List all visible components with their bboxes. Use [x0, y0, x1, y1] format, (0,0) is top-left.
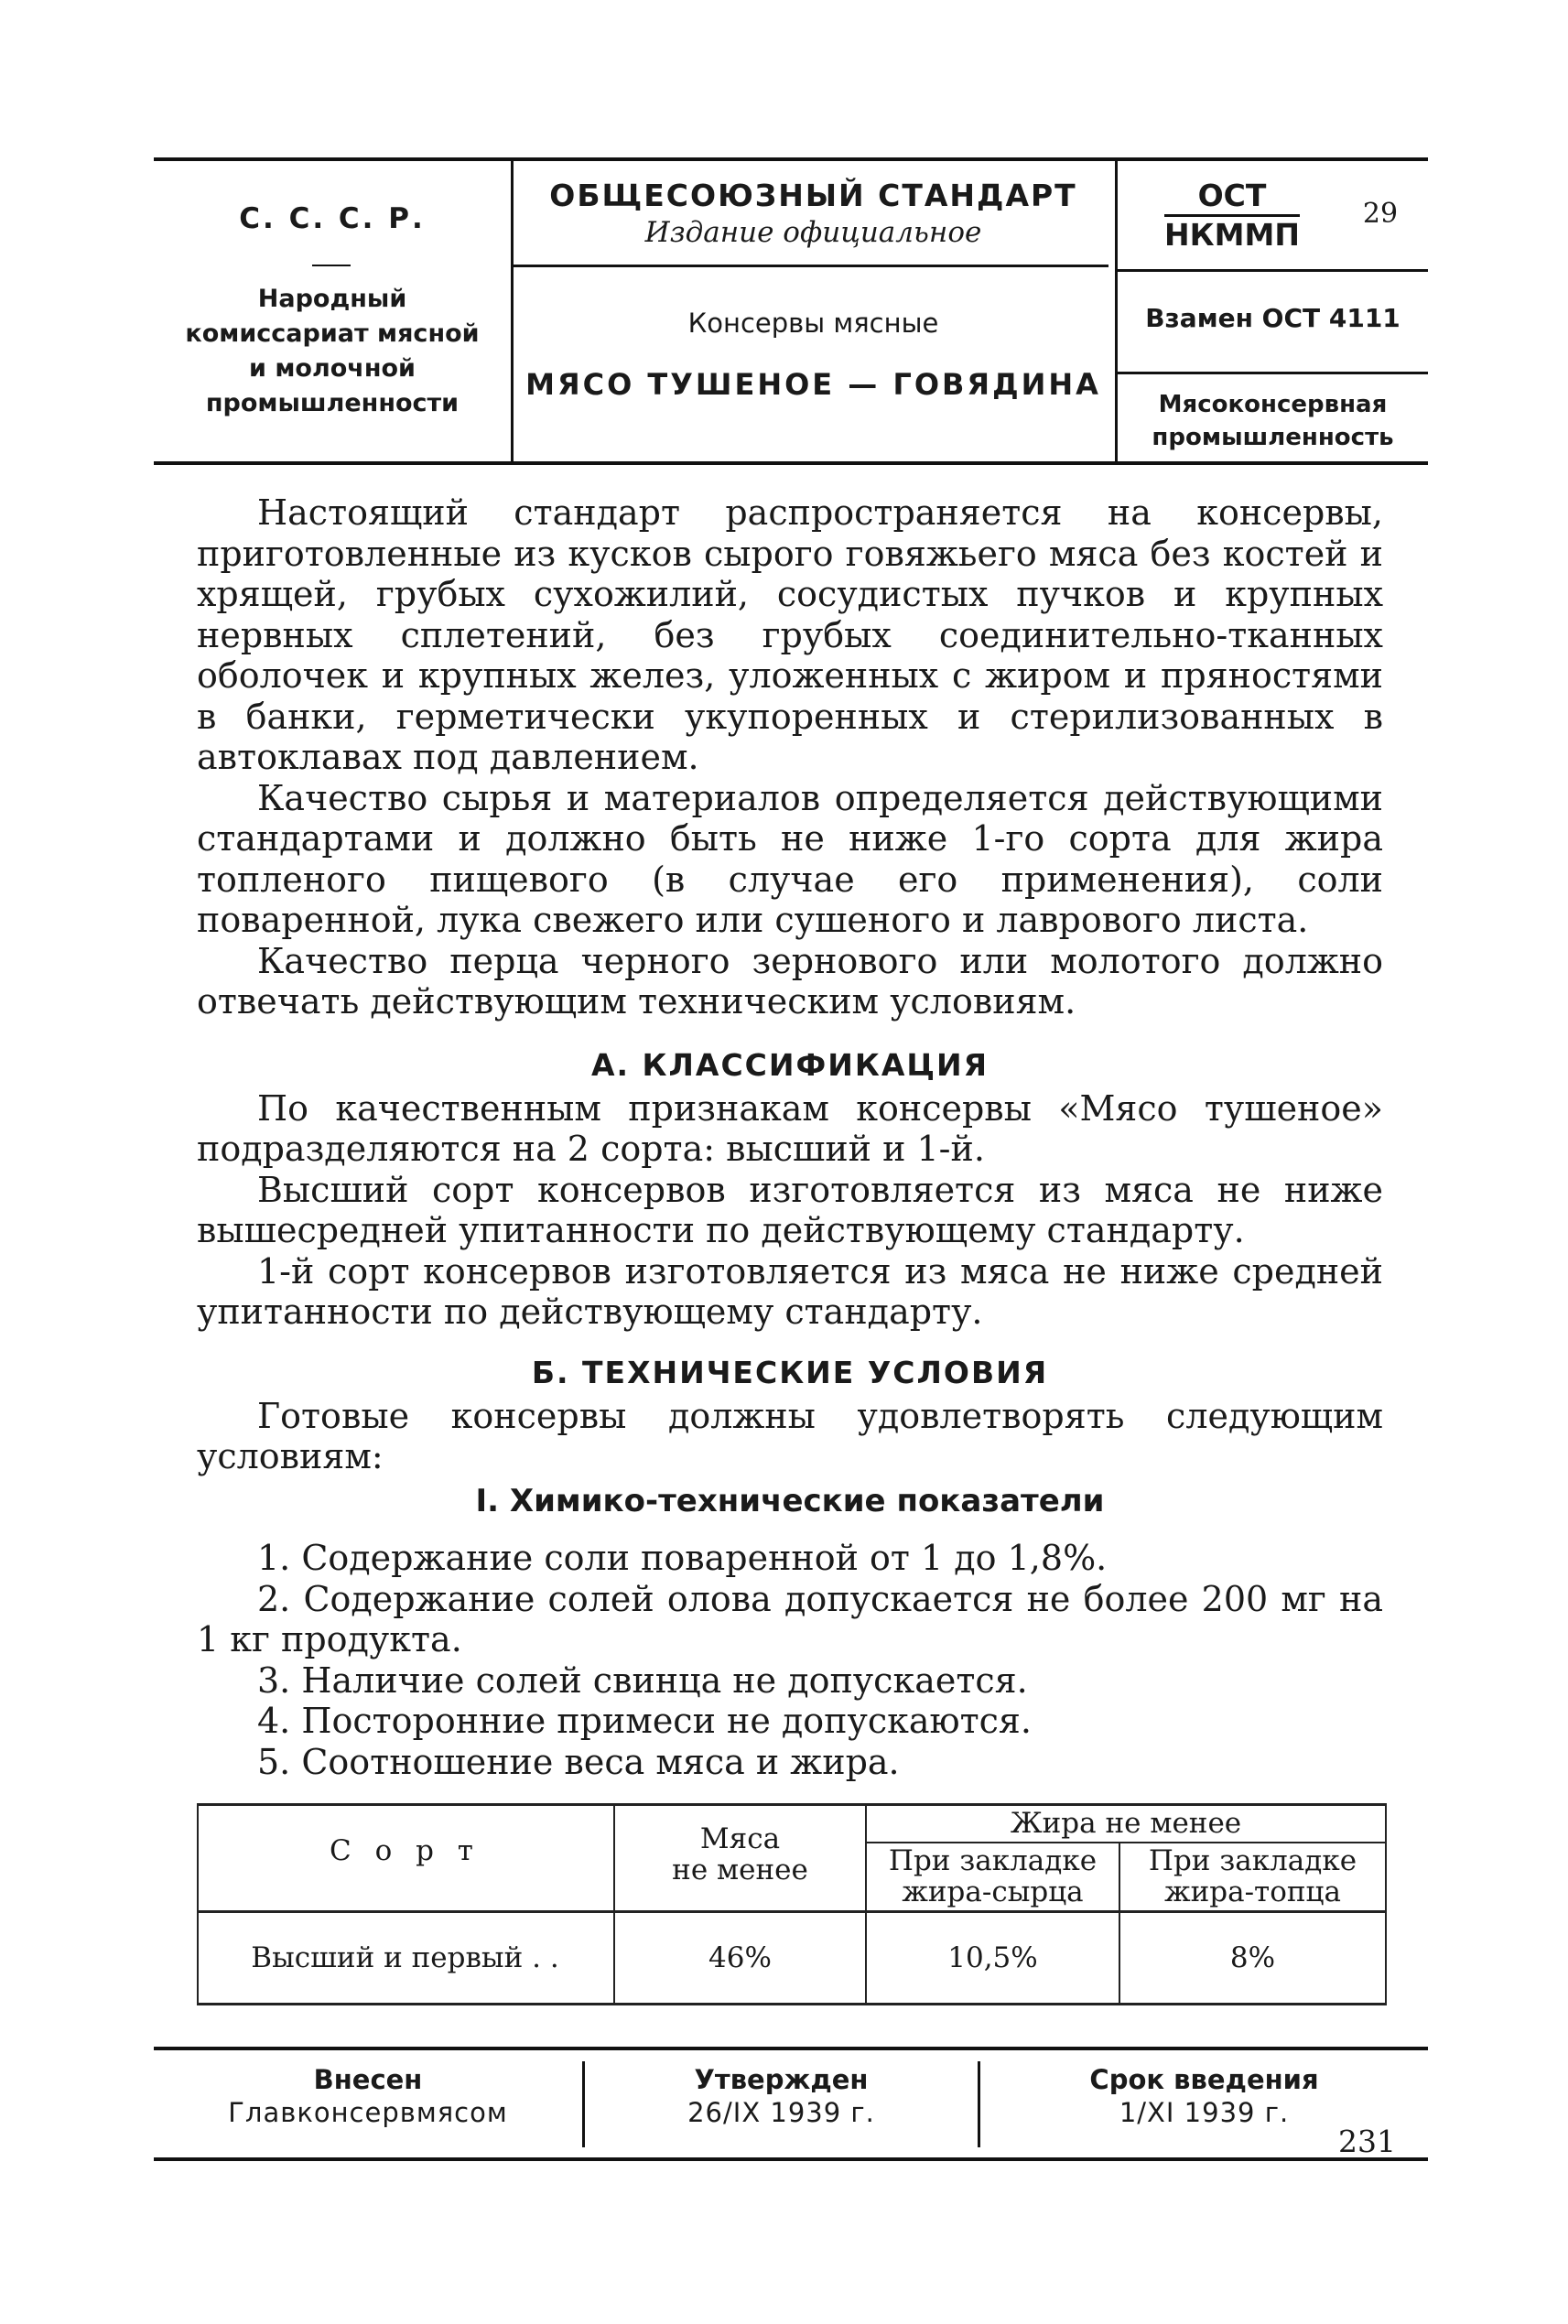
product-name: МЯСО ТУШЕНОЕ — ГОВЯДИНА: [525, 367, 1101, 402]
column-header-fat-rendered: При закладке жира-топца: [1148, 1844, 1357, 1908]
column-header-fat: Жира не менее: [1010, 1807, 1242, 1840]
list-item: 3. Наличие солей свинца не допускается.: [257, 1659, 1028, 1701]
approval-date: Утвержден 26/IX 1939 г.: [687, 2064, 875, 2128]
standard-code: $\frac{\text{ОСТ}}{\text{НКММП}}$: [1164, 178, 1300, 253]
section-b-title: Б. ТЕХНИЧЕСКИЕ УСЛОВИЯ: [531, 1355, 1049, 1390]
replaces-note: Взамен ОСТ 4111: [1145, 303, 1400, 333]
column-header-fat-raw: При закладке жира-сырца: [888, 1844, 1098, 1908]
table-cell-meat: 46%: [708, 1941, 772, 1974]
edition-note: Издание официальное: [644, 216, 982, 249]
table-cell-fat-rendered: 8%: [1229, 1941, 1276, 1974]
section-b: [197, 1353, 1383, 1782]
column-header-meat: Мяса не менее: [672, 1822, 808, 1886]
table-cell-sort: Высший и первый . .: [251, 1941, 559, 1974]
list-item: 5. Соотношение веса мяса и жира.: [257, 1741, 900, 1782]
section-b-intro: Готовые консервы должны удовлетворять следующим условиям:: [197, 1395, 1383, 1476]
list-item: 1. Содержание соли поваренной от 1 до 1,8%.: [257, 1538, 1108, 1578]
effective-date: Срок введения 1/XI 1939 г.: [1089, 2064, 1319, 2128]
subsection-title: I. Химико-технические показатели: [475, 1482, 1105, 1519]
country-label: С. С. С. Р.: [239, 202, 426, 235]
table-cell-fat-raw: 10,5%: [947, 1941, 1038, 1974]
page-number: 231: [1338, 2124, 1396, 2159]
intro-paragraph: Настоящий стандарт распространяется на консервы, приготовленные из кусков сырого говяжьего мяса без костей и хрящей, грубых сухожилий, сосудистых пучков и крупных нервных сплетений, без грубых соединительно-тканных оболочек и крупных желез, уложенных с жиром и пряностями в банки, герметически укупоренных и стерилизованных в автоклавах под давлением.: [197, 492, 1383, 777]
standard-number: 29: [1362, 198, 1399, 230]
section-a-paragraph: По качественным признакам консервы «Мясо тушеное» подразделяются на 2 сорта: высший и 1-й.: [197, 1087, 1383, 1169]
standard-header: [154, 157, 1428, 465]
list-item: 4. Посторонние примеси не допускаются.: [257, 1701, 1032, 1741]
section-a-title: А. КЛАССИФИКАЦИЯ: [590, 1047, 989, 1083]
intro-paragraph: Качество перца черного зернового или молотого должно отвечать действующим техническим условиям.: [197, 940, 1383, 1021]
ratio-table: [197, 1803, 1387, 2008]
standard-footer: [154, 2047, 1428, 2161]
standard-title: ОБЩЕСОЮЗНЫЙ СТАНДАРТ: [549, 178, 1077, 213]
column-header-sort: С о р т: [330, 1834, 481, 1867]
intro-text: [197, 492, 1383, 1022]
list-item: 2. Содержание солей олова допускается не более 200 мг на 1 кг продукта.: [197, 1578, 1383, 1659]
introduced-by: Внесен Главконсервмясом: [228, 2064, 508, 2128]
product-category: Консервы мясные: [687, 308, 939, 339]
industry-name: Мясоконсервная промышленность: [1152, 391, 1394, 451]
section-a-paragraph: Высший сорт консервов изготовляется из мяса не ниже вышесредней упитанности по действующему стандарту.: [197, 1169, 1383, 1250]
section-a-paragraph: 1-й сорт консервов изготовляется из мяса не ниже средней упитанности по действующему стандарту.: [197, 1250, 1383, 1332]
intro-paragraph: Качество сырья и материалов определяется действующими стандартами и должно быть не ниже 1-го сорта для жира топленого пищевого (в случае его применения), соли поваренной, лука свежего или сушеного и лаврового листа.: [197, 777, 1383, 940]
section-a: [197, 1045, 1383, 1333]
ministry-name: Народный комиссариат мясной и молочной промышленности: [185, 285, 480, 417]
